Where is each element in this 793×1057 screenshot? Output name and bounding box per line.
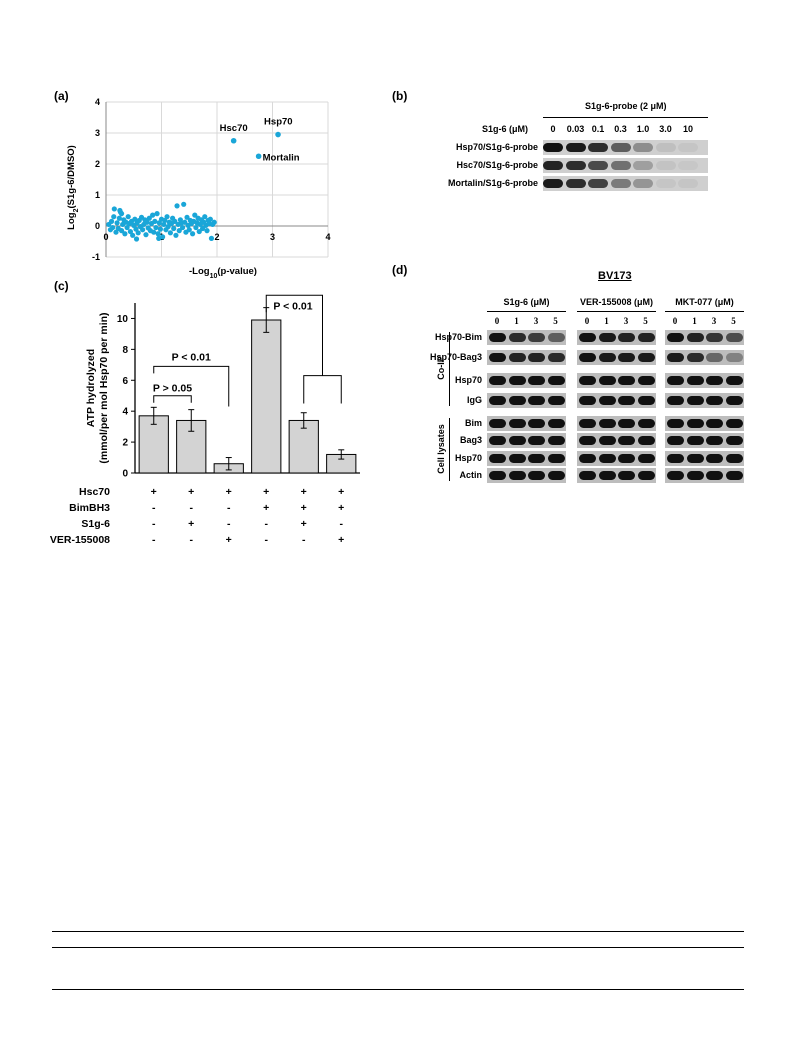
blot-d-group-label: MKT-077 (μM) (675, 297, 734, 307)
y-axis-label: Log$_2$(S1g-6/DMSO) (66, 145, 80, 230)
blot-band (726, 376, 743, 385)
blot-band (687, 333, 704, 342)
blot-band (528, 471, 545, 480)
y-axis-label: (mmol/per mol Hsp70 per min) (98, 312, 110, 464)
condition-sign: + (150, 486, 157, 498)
blot-d-dose: 1 (514, 316, 519, 326)
blot-b-header-line (543, 117, 708, 118)
condition-sign: - (189, 502, 193, 514)
blot-band (633, 161, 653, 170)
blot-band (726, 396, 743, 405)
blot-band (687, 436, 704, 445)
data-point (151, 230, 156, 235)
blot-d-strip (665, 468, 744, 483)
blot-band (548, 419, 565, 428)
blot-d-strip (665, 330, 744, 345)
blot-d-group-label: VER-155008 (μM) (579, 297, 654, 307)
blot-band (599, 471, 616, 480)
blot-band (548, 436, 565, 445)
blot-d-strip (665, 416, 744, 431)
condition-sign: + (338, 486, 345, 498)
blot-d-strip (487, 451, 566, 466)
data-point (109, 219, 114, 224)
blot-band (638, 454, 655, 463)
blot-band (726, 436, 743, 445)
blot-d-strip (665, 393, 744, 408)
data-point (168, 230, 173, 235)
blot-band (667, 419, 684, 428)
blot-d-strip (577, 433, 656, 448)
y-tick-label: 4 (94, 97, 100, 107)
blot-band (548, 396, 565, 405)
blot-band (678, 143, 698, 152)
blot-band (667, 396, 684, 405)
blot-band (509, 419, 526, 428)
footer-rule-1 (52, 931, 744, 932)
blot-band (726, 454, 743, 463)
blot-d-strip (487, 416, 566, 431)
data-point (150, 213, 155, 218)
data-point (126, 214, 131, 219)
blot-band (599, 333, 616, 342)
data-point (190, 231, 195, 236)
blot-band (588, 179, 608, 188)
y-tick-label: 8 (122, 344, 128, 356)
data-point (143, 232, 148, 237)
blot-d-strip (487, 350, 566, 365)
blot-band (656, 161, 676, 170)
y-tick-label: 2 (94, 159, 100, 169)
blot-band (548, 471, 565, 480)
blot-band (618, 353, 635, 362)
y-tick-label: 6 (122, 375, 128, 387)
blot-band (638, 333, 655, 342)
blot-d-strip (487, 393, 566, 408)
blot-band (528, 419, 545, 428)
blot-d-dose: 3 (533, 316, 539, 326)
blot-d-strip (665, 433, 744, 448)
condition-sign: - (189, 534, 193, 546)
blot-band (726, 419, 743, 428)
condition-label: S1g-6 (81, 518, 110, 530)
blot-d-row-label: Hsp70 (454, 375, 482, 385)
significance-bracket (154, 396, 192, 403)
blot-d-strip (577, 451, 656, 466)
condition-sign: + (300, 486, 307, 498)
x-tick-label: 4 (325, 232, 331, 242)
blot-band (726, 353, 743, 362)
blot-band (687, 419, 704, 428)
blot-band (726, 471, 743, 480)
blot-band (638, 353, 655, 362)
blot-band (509, 353, 526, 362)
blot-band (687, 454, 704, 463)
blot-d-row-label: Hsp70 (454, 453, 482, 463)
blot-band (687, 396, 704, 405)
data-point (153, 225, 158, 230)
condition-sign: + (300, 502, 307, 514)
blot-d-group-line (577, 311, 656, 312)
data-point (158, 227, 163, 232)
blot-band (579, 436, 596, 445)
blot-band (579, 471, 596, 480)
blot-band (509, 454, 526, 463)
blot-band (548, 333, 565, 342)
blot-band (548, 353, 565, 362)
blot-band (618, 376, 635, 385)
blot-d-strip (577, 330, 656, 345)
blot-band (548, 376, 565, 385)
blot-band (638, 396, 655, 405)
blot-d-title: BV173 (598, 270, 632, 282)
blot-b-strip (543, 158, 708, 173)
blot-band (599, 376, 616, 385)
blot-band (528, 396, 545, 405)
footer-rule-2 (52, 947, 744, 948)
blot-band (618, 333, 635, 342)
blot-d-row-label: Bim (464, 418, 482, 428)
blot-d-group-line (487, 311, 566, 312)
blot-b-row-label: Mortalin/S1g-6-probe (447, 178, 538, 188)
data-point (115, 220, 120, 225)
bar (252, 320, 281, 473)
blot-band (543, 161, 563, 170)
blot-band (618, 471, 635, 480)
data-point (136, 230, 141, 235)
y-axis-label: ATP hydrolyzed (85, 348, 97, 428)
blot-b-concentration: 0.03 (566, 124, 585, 134)
blot-band (706, 419, 723, 428)
labeled-data-point (231, 138, 237, 144)
blot-d-row-label: IgG (467, 395, 482, 405)
blot-band (579, 333, 596, 342)
data-point (173, 233, 178, 238)
data-point (181, 202, 186, 207)
y-tick-label: 0 (122, 468, 128, 480)
blot-band (656, 179, 676, 188)
blot-d-strip (665, 451, 744, 466)
bar-chart (49, 285, 380, 555)
condition-sign: - (264, 518, 268, 530)
blot-band (566, 179, 586, 188)
blot-band (633, 179, 653, 188)
blot-band (706, 454, 723, 463)
blot-d-dose: 0 (584, 316, 590, 326)
blot-band (706, 436, 723, 445)
data-point (152, 219, 157, 224)
blot-d-dose: 3 (623, 316, 629, 326)
blot-band (687, 376, 704, 385)
blot-d-strip (577, 373, 656, 388)
blot-band (509, 436, 526, 445)
blot-band (566, 143, 586, 152)
condition-label: Hsc70 (79, 486, 110, 498)
blot-band (528, 353, 545, 362)
data-point (164, 214, 169, 219)
blot-d-strip (665, 373, 744, 388)
blot-d-strip (487, 468, 566, 483)
condition-sign: + (188, 518, 195, 530)
point-label: Hsp70 (264, 116, 293, 128)
condition-sign: + (263, 502, 270, 514)
blot-b-concentration: 0.1 (591, 124, 605, 134)
condition-sign: - (152, 534, 156, 546)
blot-band (638, 471, 655, 480)
data-point (174, 203, 179, 208)
significance-bracket (304, 376, 342, 404)
data-point (156, 236, 161, 241)
blot-band (489, 396, 506, 405)
blot-d-group-label: S1g-6 (μM) (503, 297, 550, 307)
footer-rule-3 (52, 989, 744, 990)
blot-band (489, 376, 506, 385)
blot-b-concentration: 10 (682, 124, 693, 134)
blot-b-concentration: 0.3 (614, 124, 627, 134)
data-point (122, 231, 127, 236)
blot-band (528, 376, 545, 385)
y-tick-label: 4 (122, 406, 128, 418)
blot-band (509, 396, 526, 405)
condition-label: VER-155008 (49, 534, 110, 546)
blot-band (548, 454, 565, 463)
blot-band (509, 333, 526, 342)
blot-b-concentration: 1.0 (636, 124, 650, 134)
blot-b-strip (543, 176, 708, 191)
labeled-data-point (275, 132, 281, 138)
blot-band (588, 143, 608, 152)
condition-sign: + (300, 518, 307, 530)
panel-b-label: (b) (392, 89, 408, 103)
blot-band (667, 333, 684, 342)
blot-band (599, 353, 616, 362)
blot-band (667, 471, 684, 480)
blot-band (618, 436, 635, 445)
blot-band (611, 161, 631, 170)
blot-band (687, 353, 704, 362)
data-point (154, 211, 159, 216)
blot-band (656, 143, 676, 152)
blot-band (528, 333, 545, 342)
blot-band (706, 376, 723, 385)
data-point (134, 236, 139, 241)
panel-a-label: (a) (54, 89, 69, 103)
point-label: Hsc70 (219, 122, 248, 134)
blot-d-section-label: Co-IP (436, 356, 446, 380)
y-tick-label: -1 (91, 252, 100, 262)
data-point (156, 231, 161, 236)
blot-band (579, 419, 596, 428)
data-point (171, 226, 176, 231)
condition-sign: - (227, 502, 231, 514)
data-point (209, 236, 214, 241)
blot-band (599, 396, 616, 405)
blot-band (706, 396, 723, 405)
panel-d-label: (d) (392, 263, 408, 277)
significance-label: P < 0.01 (273, 300, 313, 313)
x-tick-label: 0 (103, 232, 109, 242)
data-point (119, 211, 124, 216)
blot-d-dose: 5 (553, 316, 558, 326)
condition-sign: + (338, 534, 345, 546)
blot-band (638, 436, 655, 445)
blot-band (667, 353, 684, 362)
x-tick-label: 2 (214, 232, 220, 242)
blot-band (706, 333, 723, 342)
blot-band (566, 161, 586, 170)
scatter-plot (60, 90, 350, 280)
blot-d-strip (577, 393, 656, 408)
blot-d-dose: 0 (494, 316, 500, 326)
condition-sign: + (225, 486, 232, 498)
condition-sign: - (227, 518, 231, 530)
data-point (111, 214, 116, 219)
blot-band (588, 161, 608, 170)
y-tick-label: 10 (116, 313, 128, 325)
data-point (187, 227, 192, 232)
blot-band (667, 376, 684, 385)
blot-d-strip (577, 350, 656, 365)
x-tick-label: 3 (269, 232, 276, 242)
labeled-data-point (256, 153, 262, 159)
blot-band (638, 376, 655, 385)
blot-band (509, 376, 526, 385)
condition-sign: + (263, 486, 270, 498)
blot-band (599, 419, 616, 428)
condition-label: BimBH3 (69, 502, 110, 514)
data-point (193, 225, 198, 230)
blot-d-group-line (665, 311, 744, 312)
blot-d-dose: 5 (731, 316, 736, 326)
data-point (117, 216, 122, 221)
y-tick-label: 0 (94, 221, 100, 231)
condition-sign: - (302, 534, 306, 546)
blot-d-strip (577, 468, 656, 483)
blot-band (579, 376, 596, 385)
blot-d-row-label: Bag3 (459, 435, 482, 445)
blot-d-dose: 5 (643, 316, 648, 326)
blot-band (611, 179, 631, 188)
blot-band (489, 454, 506, 463)
data-point (180, 225, 185, 230)
condition-sign: + (188, 486, 195, 498)
condition-sign: + (225, 534, 232, 546)
blot-d-row-label: Hsp70-Bim (434, 332, 482, 342)
data-point (212, 220, 217, 225)
blot-d-dose: 1 (604, 316, 609, 326)
blot-b-row-label: Hsc70/S1g-6-probe (456, 160, 538, 170)
condition-sign: - (339, 518, 343, 530)
blot-band (638, 419, 655, 428)
blot-d-strip (487, 433, 566, 448)
data-point (110, 225, 115, 230)
blot-d-row-label: Hsp70-Bag3 (429, 352, 482, 362)
blot-band (599, 436, 616, 445)
blot-b-header: S1g-6-probe (2 μM) (585, 101, 667, 111)
blot-band (706, 471, 723, 480)
condition-sign: - (152, 502, 156, 514)
blot-band (579, 353, 596, 362)
blot-b-concentration-label: S1g-6 (μM) (482, 124, 529, 134)
y-tick-label: 1 (94, 190, 100, 200)
blot-band (633, 143, 653, 152)
y-tick-label: 2 (122, 437, 128, 449)
blot-d-row-label: Actin (459, 470, 482, 480)
data-point (112, 206, 117, 211)
data-point (140, 227, 145, 232)
blot-band (599, 454, 616, 463)
blot-band (611, 143, 631, 152)
blot-d-strip (487, 330, 566, 345)
blot-band (618, 396, 635, 405)
blot-d-strip (577, 416, 656, 431)
blot-b-row-label: Hsp70/S1g-6-probe (455, 142, 538, 152)
blot-band (579, 396, 596, 405)
blot-d-dose: 0 (672, 316, 678, 326)
point-label: Mortalin (262, 152, 300, 164)
blot-d-strip (665, 350, 744, 365)
blot-band (667, 436, 684, 445)
blot-band (687, 471, 704, 480)
blot-band (543, 143, 563, 152)
blot-band (489, 353, 506, 362)
blot-d-section-label: Cell lysates (436, 423, 446, 474)
panel-c-label: (c) (54, 279, 69, 293)
blot-band (667, 454, 684, 463)
blot-band (489, 436, 506, 445)
significance-label: P < 0.01 (171, 351, 211, 364)
blot-band (489, 471, 506, 480)
blot-band (618, 454, 635, 463)
blot-band (489, 333, 506, 342)
blot-band (706, 353, 723, 362)
blot-d-strip (487, 373, 566, 388)
significance-label: P > 0.05 (152, 382, 193, 395)
blot-d-dose: 3 (711, 316, 717, 326)
blot-b-strip (543, 140, 708, 155)
data-point (204, 228, 209, 233)
x-axis-label: -Log$_{10}$(p-value) (189, 266, 257, 280)
blot-band (678, 179, 698, 188)
blot-band (579, 454, 596, 463)
blot-band (489, 419, 506, 428)
condition-sign: - (152, 518, 156, 530)
y-tick-label: 3 (94, 128, 100, 138)
blot-b-concentration: 3.0 (659, 124, 672, 134)
blot-d-dose: 1 (692, 316, 697, 326)
blot-band (528, 436, 545, 445)
blot-band (543, 179, 563, 188)
blot-band (528, 454, 545, 463)
blot-band (618, 419, 635, 428)
blot-band (726, 333, 743, 342)
blot-band (678, 161, 698, 170)
data-point (130, 233, 135, 238)
blot-band (509, 471, 526, 480)
condition-sign: - (264, 534, 268, 546)
blot-b-concentration: 0 (550, 124, 556, 134)
condition-sign: + (338, 502, 345, 514)
